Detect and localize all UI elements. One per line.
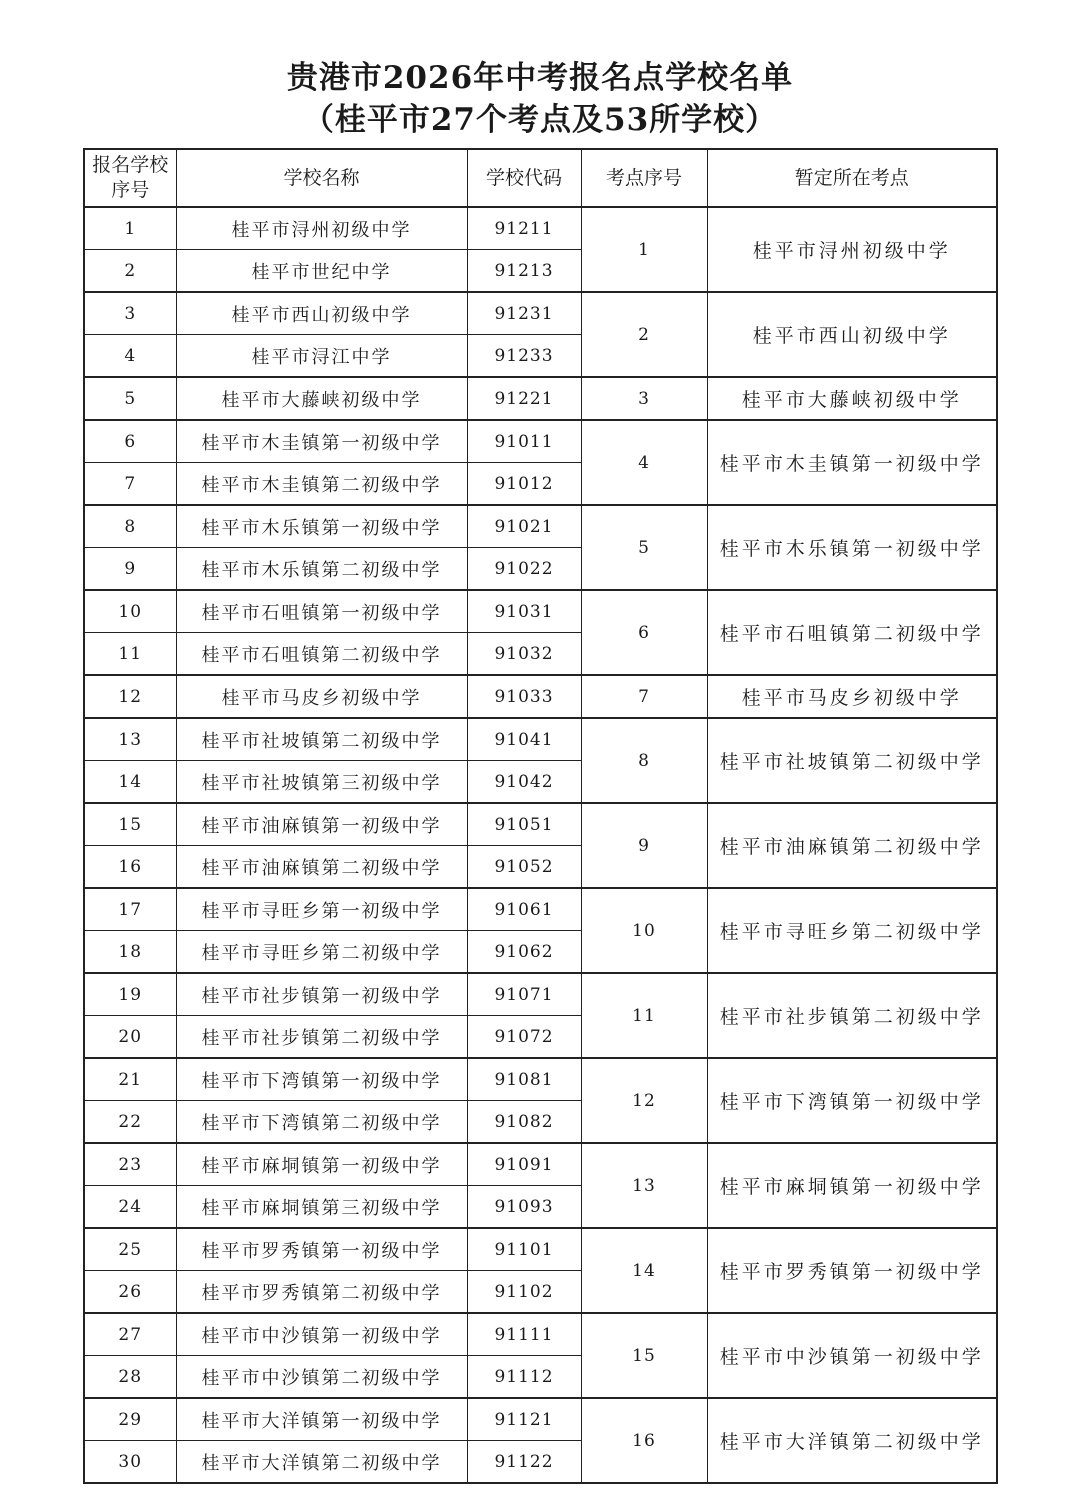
school-code-cell: 91091 xyxy=(467,1143,581,1186)
exam-site-cell: 桂平市大藤峡初级中学 xyxy=(707,377,997,420)
exam-site-no-cell: 9 xyxy=(581,803,707,888)
table-row xyxy=(84,420,997,463)
table-row xyxy=(84,292,997,335)
exam-site-no-cell: 13 xyxy=(581,1143,707,1228)
school-code-cell: 91231 xyxy=(467,292,581,335)
exam-site-cell: 桂平市中沙镇第一初级中学 xyxy=(707,1313,997,1398)
school-code-cell: 91042 xyxy=(467,761,581,804)
registration-no-cell: 6 xyxy=(84,420,176,463)
school-code-cell: 91233 xyxy=(467,335,581,378)
table-row xyxy=(84,377,997,420)
school-code-cell: 91011 xyxy=(467,420,581,463)
exam-site-no-cell: 8 xyxy=(581,718,707,803)
school-name-cell: 桂平市社步镇第二初级中学 xyxy=(176,1016,467,1059)
school-code-cell: 91102 xyxy=(467,1271,581,1314)
table-row xyxy=(84,1398,997,1441)
exam-site-cell: 桂平市寻旺乡第二初级中学 xyxy=(707,888,997,973)
header-school-name: 学校名称 xyxy=(176,149,467,207)
school-roster-table xyxy=(83,148,998,1484)
school-code-cell: 91101 xyxy=(467,1228,581,1271)
school-name-cell: 桂平市西山初级中学 xyxy=(176,292,467,335)
school-code-cell: 91082 xyxy=(467,1101,581,1144)
registration-no-cell: 10 xyxy=(84,590,176,633)
exam-site-cell: 桂平市大洋镇第二初级中学 xyxy=(707,1398,997,1483)
exam-site-no-cell: 11 xyxy=(581,973,707,1058)
school-code-cell: 91071 xyxy=(467,973,581,1016)
school-code-cell: 91032 xyxy=(467,633,581,676)
school-name-cell: 桂平市油麻镇第二初级中学 xyxy=(176,846,467,889)
exam-site-no-cell: 2 xyxy=(581,292,707,377)
exam-site-cell: 桂平市浔州初级中学 xyxy=(707,207,997,292)
header-exam-site: 暂定所在考点 xyxy=(707,149,997,207)
school-name-cell: 桂平市寻旺乡第二初级中学 xyxy=(176,931,467,974)
table-body xyxy=(84,207,997,1483)
exam-site-no-cell: 15 xyxy=(581,1313,707,1398)
table-row xyxy=(84,718,997,761)
registration-no-cell: 5 xyxy=(84,377,176,420)
exam-site-cell: 桂平市马皮乡初级中学 xyxy=(707,675,997,718)
school-code-cell: 91221 xyxy=(467,377,581,420)
school-code-cell: 91213 xyxy=(467,250,581,293)
school-code-cell: 91122 xyxy=(467,1441,581,1484)
table-row xyxy=(84,1058,997,1101)
school-name-cell: 桂平市大洋镇第二初级中学 xyxy=(176,1441,467,1484)
exam-site-no-cell: 1 xyxy=(581,207,707,292)
school-code-cell: 91211 xyxy=(467,207,581,250)
exam-site-no-cell: 14 xyxy=(581,1228,707,1313)
registration-no-cell: 25 xyxy=(84,1228,176,1271)
school-code-cell: 91012 xyxy=(467,463,581,506)
exam-site-cell: 桂平市木乐镇第一初级中学 xyxy=(707,505,997,590)
school-code-cell: 91061 xyxy=(467,888,581,931)
registration-no-cell: 22 xyxy=(84,1101,176,1144)
exam-site-cell: 桂平市下湾镇第一初级中学 xyxy=(707,1058,997,1143)
school-name-cell: 桂平市木圭镇第一初级中学 xyxy=(176,420,467,463)
registration-no-cell: 24 xyxy=(84,1186,176,1229)
school-name-cell: 桂平市社坡镇第三初级中学 xyxy=(176,761,467,804)
registration-no-cell: 15 xyxy=(84,803,176,846)
document-title: 贵港市2026年中考报名点学校名单 xyxy=(286,60,794,96)
exam-site-cell: 桂平市罗秀镇第一初级中学 xyxy=(707,1228,997,1313)
registration-no-cell: 18 xyxy=(84,931,176,974)
school-name-cell: 桂平市世纪中学 xyxy=(176,250,467,293)
school-name-cell: 桂平市中沙镇第一初级中学 xyxy=(176,1313,467,1356)
school-name-cell: 桂平市下湾镇第一初级中学 xyxy=(176,1058,467,1101)
registration-no-cell: 28 xyxy=(84,1356,176,1399)
school-code-cell: 91081 xyxy=(467,1058,581,1101)
registration-no-cell: 12 xyxy=(84,675,176,718)
school-name-cell: 桂平市木乐镇第二初级中学 xyxy=(176,548,467,591)
exam-site-no-cell: 6 xyxy=(581,590,707,675)
exam-site-no-cell: 16 xyxy=(581,1398,707,1483)
school-name-cell: 桂平市马皮乡初级中学 xyxy=(176,675,467,718)
table-row xyxy=(84,1228,997,1271)
registration-no-cell: 26 xyxy=(84,1271,176,1314)
school-name-cell: 桂平市寻旺乡第一初级中学 xyxy=(176,888,467,931)
school-code-cell: 91111 xyxy=(467,1313,581,1356)
school-code-cell: 91033 xyxy=(467,675,581,718)
table-row xyxy=(84,675,997,718)
registration-no-cell: 7 xyxy=(84,463,176,506)
header-exam-site-no: 考点序号 xyxy=(581,149,707,207)
registration-no-cell: 30 xyxy=(84,1441,176,1484)
school-name-cell: 桂平市石咀镇第一初级中学 xyxy=(176,590,467,633)
school-code-cell: 91072 xyxy=(467,1016,581,1059)
registration-no-cell: 11 xyxy=(84,633,176,676)
exam-site-no-cell: 4 xyxy=(581,420,707,505)
school-code-cell: 91121 xyxy=(467,1398,581,1441)
school-name-cell: 桂平市麻垌镇第一初级中学 xyxy=(176,1143,467,1186)
school-code-cell: 91093 xyxy=(467,1186,581,1229)
registration-no-cell: 17 xyxy=(84,888,176,931)
registration-no-cell: 27 xyxy=(84,1313,176,1356)
registration-no-cell: 29 xyxy=(84,1398,176,1441)
school-code-cell: 91062 xyxy=(467,931,581,974)
school-name-cell: 桂平市大藤峡初级中学 xyxy=(176,377,467,420)
table-header-row xyxy=(84,149,997,207)
exam-site-cell: 桂平市西山初级中学 xyxy=(707,292,997,377)
exam-site-cell: 桂平市社坡镇第二初级中学 xyxy=(707,718,997,803)
table-row xyxy=(84,888,997,931)
exam-site-no-cell: 12 xyxy=(581,1058,707,1143)
school-name-cell: 桂平市大洋镇第一初级中学 xyxy=(176,1398,467,1441)
registration-no-cell: 23 xyxy=(84,1143,176,1186)
registration-no-cell: 13 xyxy=(84,718,176,761)
school-code-cell: 91052 xyxy=(467,846,581,889)
registration-no-cell: 19 xyxy=(84,973,176,1016)
school-name-cell: 桂平市油麻镇第一初级中学 xyxy=(176,803,467,846)
school-name-cell: 桂平市中沙镇第二初级中学 xyxy=(176,1356,467,1399)
school-name-cell: 桂平市社步镇第一初级中学 xyxy=(176,973,467,1016)
exam-site-cell: 桂平市木圭镇第一初级中学 xyxy=(707,420,997,505)
exam-site-cell: 桂平市麻垌镇第一初级中学 xyxy=(707,1143,997,1228)
exam-site-no-cell: 7 xyxy=(581,675,707,718)
school-code-cell: 91031 xyxy=(467,590,581,633)
school-name-cell: 桂平市社坡镇第二初级中学 xyxy=(176,718,467,761)
school-name-cell: 桂平市麻垌镇第三初级中学 xyxy=(176,1186,467,1229)
registration-no-cell: 21 xyxy=(84,1058,176,1101)
registration-no-cell: 14 xyxy=(84,761,176,804)
registration-no-cell: 3 xyxy=(84,292,176,335)
school-code-cell: 91112 xyxy=(467,1356,581,1399)
school-name-cell: 桂平市罗秀镇第一初级中学 xyxy=(176,1228,467,1271)
table-row xyxy=(84,1143,997,1186)
exam-site-cell: 桂平市社步镇第二初级中学 xyxy=(707,973,997,1058)
school-code-cell: 91022 xyxy=(467,548,581,591)
registration-no-cell: 4 xyxy=(84,335,176,378)
header-school-code: 学校代码 xyxy=(467,149,581,207)
document-subtitle: （桂平市27个考点及53所学校） xyxy=(302,102,778,138)
registration-no-cell: 2 xyxy=(84,250,176,293)
school-name-cell: 桂平市木圭镇第二初级中学 xyxy=(176,463,467,506)
school-name-cell: 桂平市石咀镇第二初级中学 xyxy=(176,633,467,676)
registration-no-cell: 9 xyxy=(84,548,176,591)
header-registration-no: 报名学校序号 xyxy=(84,149,176,207)
exam-site-cell: 桂平市油麻镇第二初级中学 xyxy=(707,803,997,888)
table-row xyxy=(84,590,997,633)
school-name-cell: 桂平市木乐镇第一初级中学 xyxy=(176,505,467,548)
school-name-cell: 桂平市罗秀镇第二初级中学 xyxy=(176,1271,467,1314)
table-row xyxy=(84,973,997,1016)
school-code-cell: 91051 xyxy=(467,803,581,846)
exam-site-cell: 桂平市石咀镇第二初级中学 xyxy=(707,590,997,675)
school-name-cell: 桂平市下湾镇第二初级中学 xyxy=(176,1101,467,1144)
table-row xyxy=(84,1313,997,1356)
registration-no-cell: 16 xyxy=(84,846,176,889)
table-row xyxy=(84,207,997,250)
exam-site-no-cell: 3 xyxy=(581,377,707,420)
school-code-cell: 91021 xyxy=(467,505,581,548)
registration-no-cell: 20 xyxy=(84,1016,176,1059)
registration-no-cell: 8 xyxy=(84,505,176,548)
school-name-cell: 桂平市浔州初级中学 xyxy=(176,207,467,250)
table-row xyxy=(84,505,997,548)
school-name-cell: 桂平市浔江中学 xyxy=(176,335,467,378)
exam-site-no-cell: 5 xyxy=(581,505,707,590)
table-row xyxy=(84,803,997,846)
exam-site-no-cell: 10 xyxy=(581,888,707,973)
school-code-cell: 91041 xyxy=(467,718,581,761)
registration-no-cell: 1 xyxy=(84,207,176,250)
